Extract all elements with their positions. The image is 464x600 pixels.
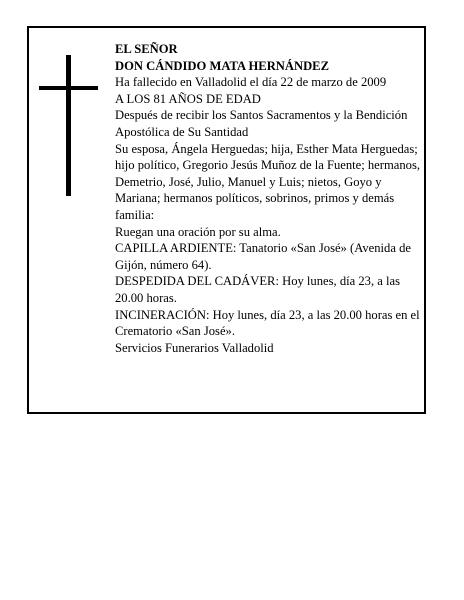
- funeral-services: Servicios Funerarios Valladolid: [115, 340, 274, 355]
- cross-vertical-bar: [66, 55, 71, 196]
- heading-title: EL SEÑOR: [115, 42, 178, 56]
- prayer-text: Ruegan una oración por su alma.: [115, 224, 281, 239]
- family-text: Su esposa, Ángela Herguedas; hija, Esther Mata Herguedas; hijo político, Gregorio Jesús Muñoz de la Fuente; hermanos, Demetrio, José, Julio, Manuel y Luis; nietos, Goyo y Mariana; hermanos políticos, sobrinos, primos y demás familia:: [115, 141, 420, 222]
- death-announcement: Ha fallecido en Valladolid el día 22 de marzo de 2009: [115, 75, 387, 90]
- cross-horizontal-bar: [39, 86, 98, 90]
- chapel-text: CAPILLA ARDIENTE: Tanatorio «San José» (Avenida de Gijón, número 64).: [115, 241, 411, 272]
- cremation-text: INCINERACIÓN: Hoy lunes, día 23, a las 20.00 horas en el Crematorio «San José».: [115, 307, 420, 339]
- notice-text: [115, 41, 427, 356]
- deceased-name: DON CÁNDIDO MATA HERNÁNDEZ: [115, 58, 329, 73]
- obituary-notice: [27, 26, 426, 414]
- age-line: A LOS 81 AÑOS DE EDAD: [115, 91, 261, 106]
- sacraments-text: Después de recibir los Santos Sacramentos y la Bendición Apostólica de Su Santidad: [115, 108, 408, 139]
- farewell-text: DESPEDIDA DEL CADÁVER: Hoy lunes, día 23, a las 20.00 horas.: [115, 274, 400, 305]
